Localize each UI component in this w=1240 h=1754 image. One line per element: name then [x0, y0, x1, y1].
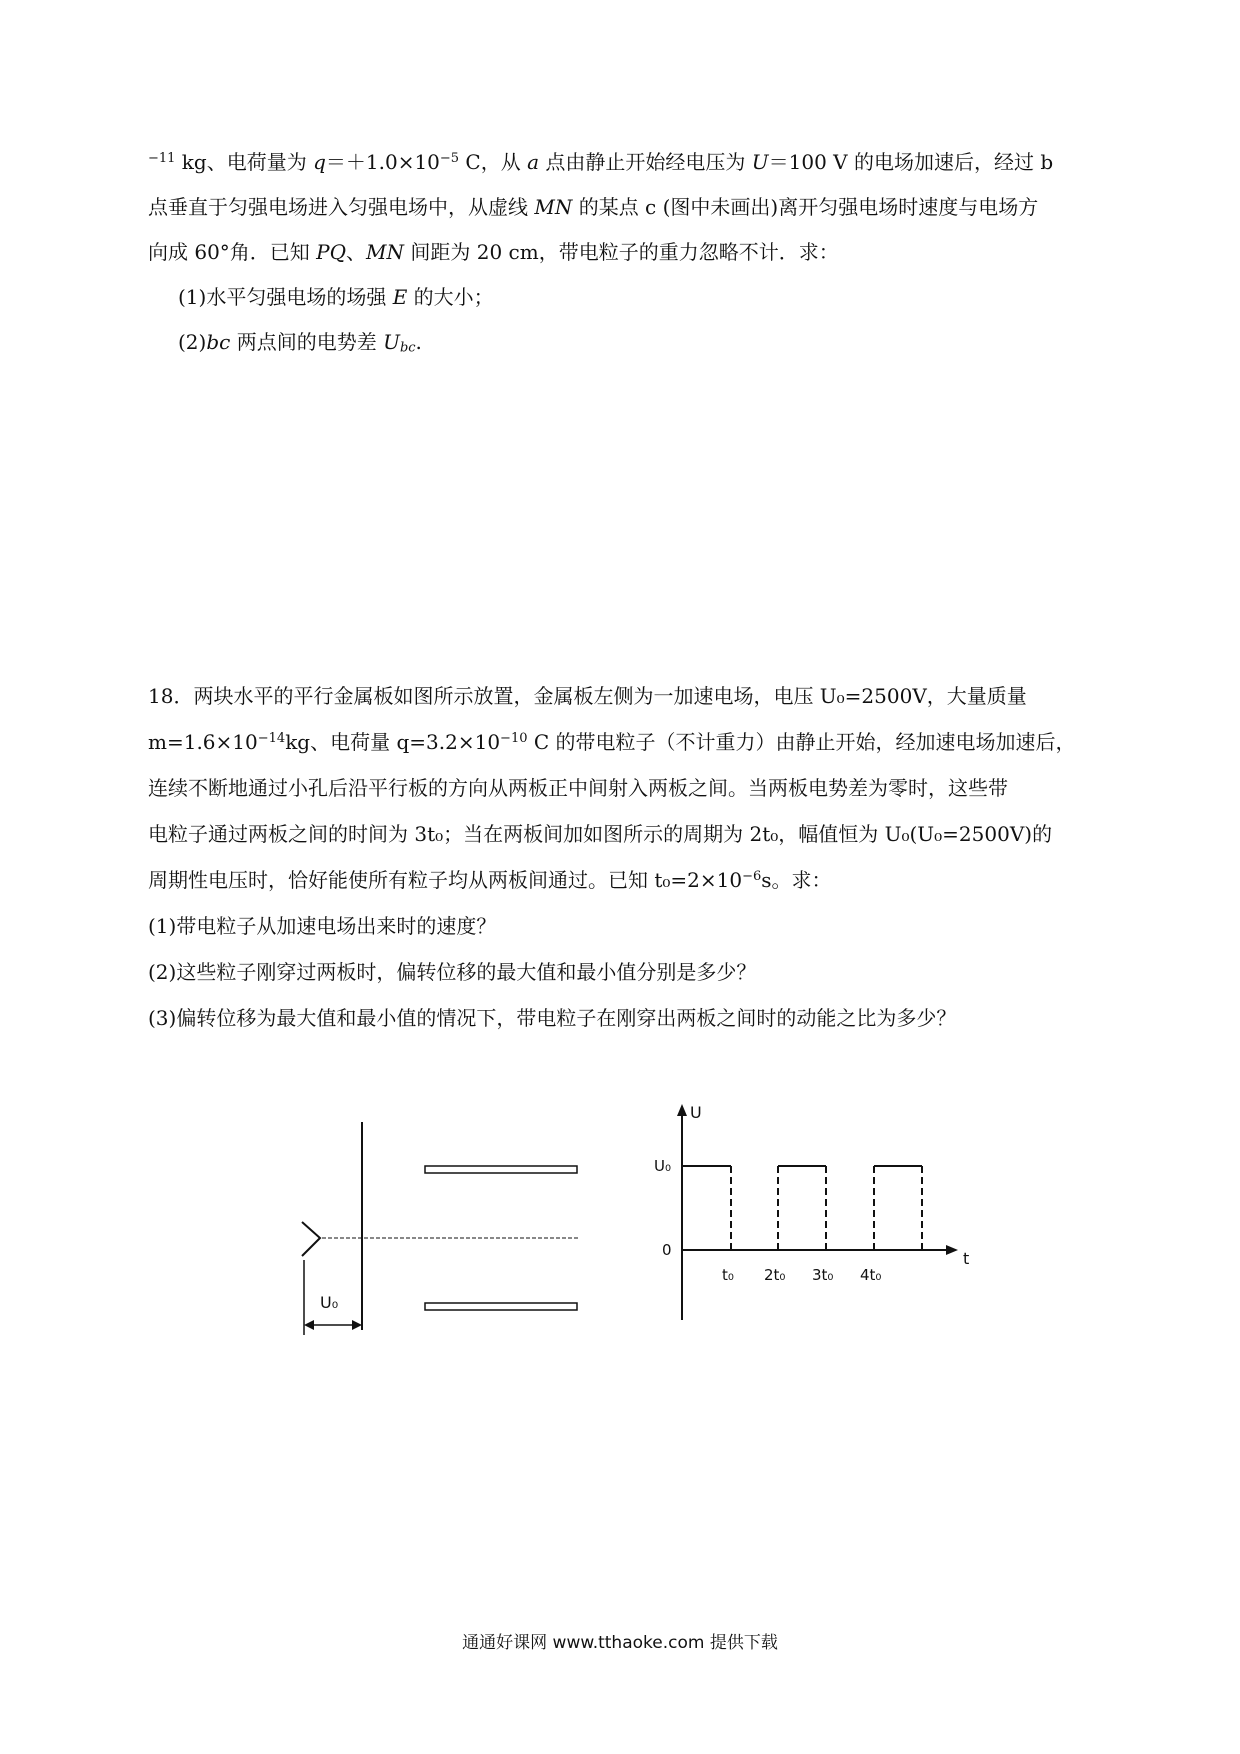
p18-line-1: 18．两块水平的平行金属板如图所示放置，金属板左侧为一加速电场，电压 U₀=2500V，大量质量 [148, 684, 1027, 708]
lower-plate [425, 1303, 577, 1310]
p18-question-3: (3)偏转位移为最大值和最小值的情况下，带电粒子在刚穿出两板之间时的动能之比为多少？ [148, 1006, 957, 1030]
upper-plate [425, 1166, 577, 1173]
y-tick-label: U₀ [654, 1157, 671, 1175]
voltage-time-graph [650, 1100, 990, 1330]
y-axis-label: U [690, 1103, 702, 1122]
p17-line-2: 点垂直于匀强电场进入匀强电场中，从虚线 MN 的某点 c (图中未画出)离开匀强电场时速度与电场方 [148, 195, 1039, 219]
voltage-label: U₀ [320, 1293, 339, 1312]
p17-line-3: 向成 60°角．已知 PQ、MN 间距为 20 cm，带电粒子的重力忽略不计．求： [148, 240, 839, 264]
p18-line-3: 连续不断地通过小孔后沿平行板的方向从两板正中间射入两板之间。当两板电势差为零时，这些带 [148, 776, 1008, 800]
voltage-arrow-head-left [304, 1320, 314, 1330]
x-axis-label: t [963, 1249, 970, 1268]
y-axis-arrow [677, 1104, 687, 1116]
footer-text: 通通好课网 www.tthaoke.com 提供下载 [462, 1633, 778, 1653]
p17-question-2: (2)bc 两点间的电势差 $U_{bc}$. [178, 330, 422, 356]
origin-label: 0 [662, 1241, 672, 1259]
p18-line-5: 周期性电压时，恰好能使所有粒子均从两板间通过。已知 $t_0=2\times 10^{-6}s$。求： [148, 868, 832, 892]
x-tick-label-3: 3t₀ [812, 1266, 834, 1284]
p18-line-4: 电粒子通过两板之间的时间为 3t₀；当在两板间加如图所示的周期为 2t₀，幅值恒为 U₀(U₀=2500V)的 [148, 822, 1053, 846]
x-tick-label-4: 4t₀ [860, 1266, 882, 1284]
x-axis-arrow [946, 1245, 958, 1255]
p17-line-1: $^{-11}$ kg、电荷量为 $q=+1.0\times 10^{-5}$ C，从 a 点由静止开始经电压为 U＝100 V 的电场加速后，经过 b [148, 150, 1054, 174]
x-tick-label-1: t₀ [722, 1266, 734, 1284]
p17-question-1: (1)水平匀强电场的场强 E 的大小； [178, 285, 494, 309]
particle-source [302, 1222, 320, 1256]
apparatus-diagram [290, 1110, 600, 1340]
x-tick-label-2: 2t₀ [764, 1266, 786, 1284]
p18-question-2: (2)这些粒子刚穿过两板时，偏转位移的最大值和最小值分别是多少？ [148, 960, 757, 984]
voltage-arrow-head-right [352, 1320, 362, 1330]
p18-line-2: $m=1.6\times 10^{-14}kg$、电荷量 $q=3.2\times 10^{-10}$ C 的带电粒子（不计重力）由静止开始，经加速电场加速后， [148, 730, 1076, 754]
p18-question-1: (1)带电粒子从加速电场出来时的速度？ [148, 914, 497, 938]
